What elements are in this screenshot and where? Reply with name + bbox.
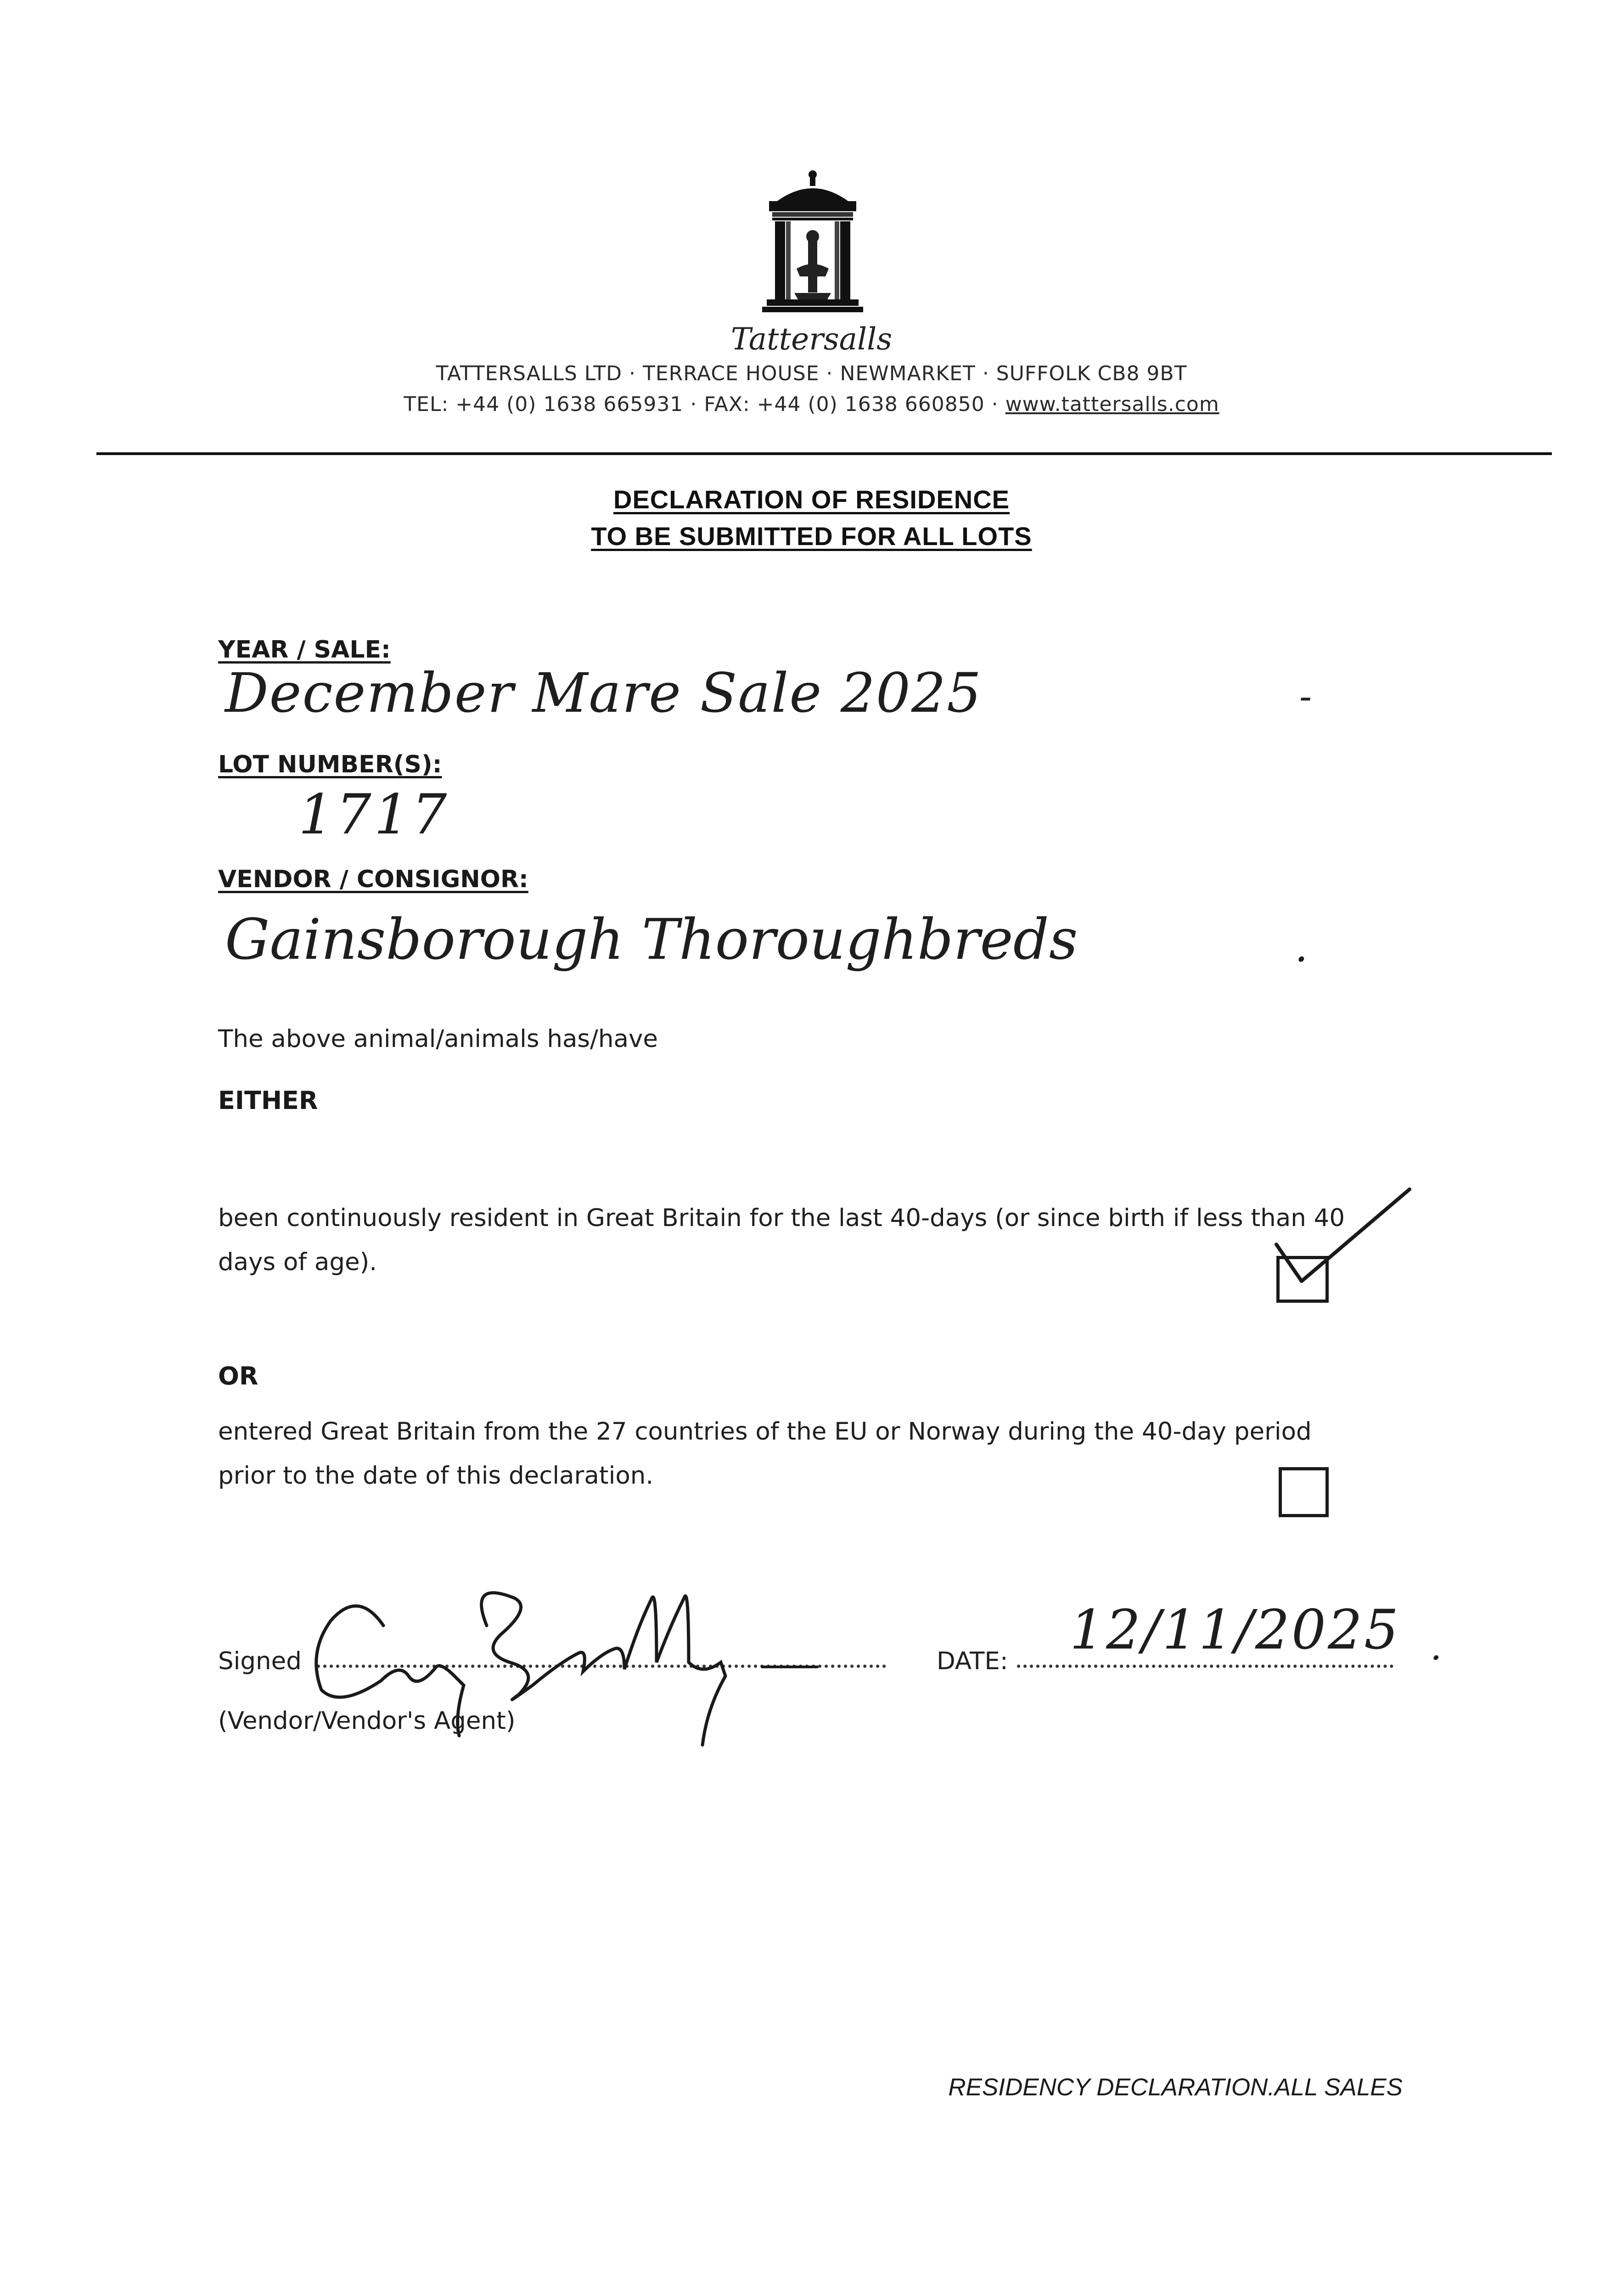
option1-line1: been continuously resident in Great Britain for the last 40-days (or since birth if less than 40 [218, 1204, 1345, 1232]
either-label: EITHER [218, 1086, 318, 1115]
date-value[interactable]: 12/11/2025 [1070, 1598, 1401, 1661]
signer-role: (Vendor/Vendor's Agent) [218, 1707, 516, 1735]
statement-intro: The above animal/animals has/have [218, 1025, 658, 1053]
date-trailing-mark: . [1430, 1626, 1442, 1668]
lot-numbers-value[interactable]: 1717 [298, 783, 450, 847]
date-line [1017, 1665, 1393, 1668]
form-subtitle: TO BE SUBMITTED FOR ALL LOTS [591, 522, 1032, 551]
year-sale-value[interactable]: December Mare Sale 2025 [225, 661, 983, 725]
option1-line2: days of age). [218, 1248, 377, 1276]
header-divider [96, 452, 1552, 455]
footer-reference: RESIDENCY DECLARATION.ALL SALES [948, 2074, 1403, 2101]
form-title: DECLARATION OF RESIDENCE [613, 485, 1010, 514]
option2-line1: entered Great Britain from the 27 countries of the EU or Norway during the 40-day period [218, 1418, 1312, 1446]
signed-label: Signed [218, 1647, 302, 1675]
option2-line2: prior to the date of this declaration. [218, 1462, 654, 1490]
checkmark-icon [1258, 1180, 1423, 1318]
option2-checkbox[interactable] [1279, 1467, 1329, 1517]
brand-name: Tattersalls [730, 321, 893, 357]
vendor-value[interactable]: Gainsborough Thoroughbreds [225, 907, 1078, 972]
year-sale-label: YEAR / SALE: [218, 636, 391, 664]
vendor-label: VENDOR / CONSIGNOR: [218, 866, 528, 893]
company-address: TATTERSALLS LTD · TERRACE HOUSE · NEWMARKET · SUFFOLK CB8 9BT [436, 362, 1187, 385]
company-contact [0, 393, 1623, 416]
or-label: OR [218, 1362, 258, 1390]
vendor-trailing-mark: . [1295, 923, 1308, 971]
year-sale-trailing-mark: - [1299, 675, 1312, 718]
option1-text [218, 1196, 1345, 1284]
lot-numbers-label: LOT NUMBER(S): [218, 751, 442, 778]
tattersalls-logo-icon [744, 170, 882, 321]
contact-phone-fax: TEL: +44 (0) 1638 665931 · FAX: +44 (0) 1638 660850 · [404, 393, 1005, 416]
option2-text [218, 1410, 1312, 1498]
website-link[interactable]: www.tattersalls.com [1005, 393, 1219, 416]
date-label: DATE: [937, 1647, 1008, 1675]
